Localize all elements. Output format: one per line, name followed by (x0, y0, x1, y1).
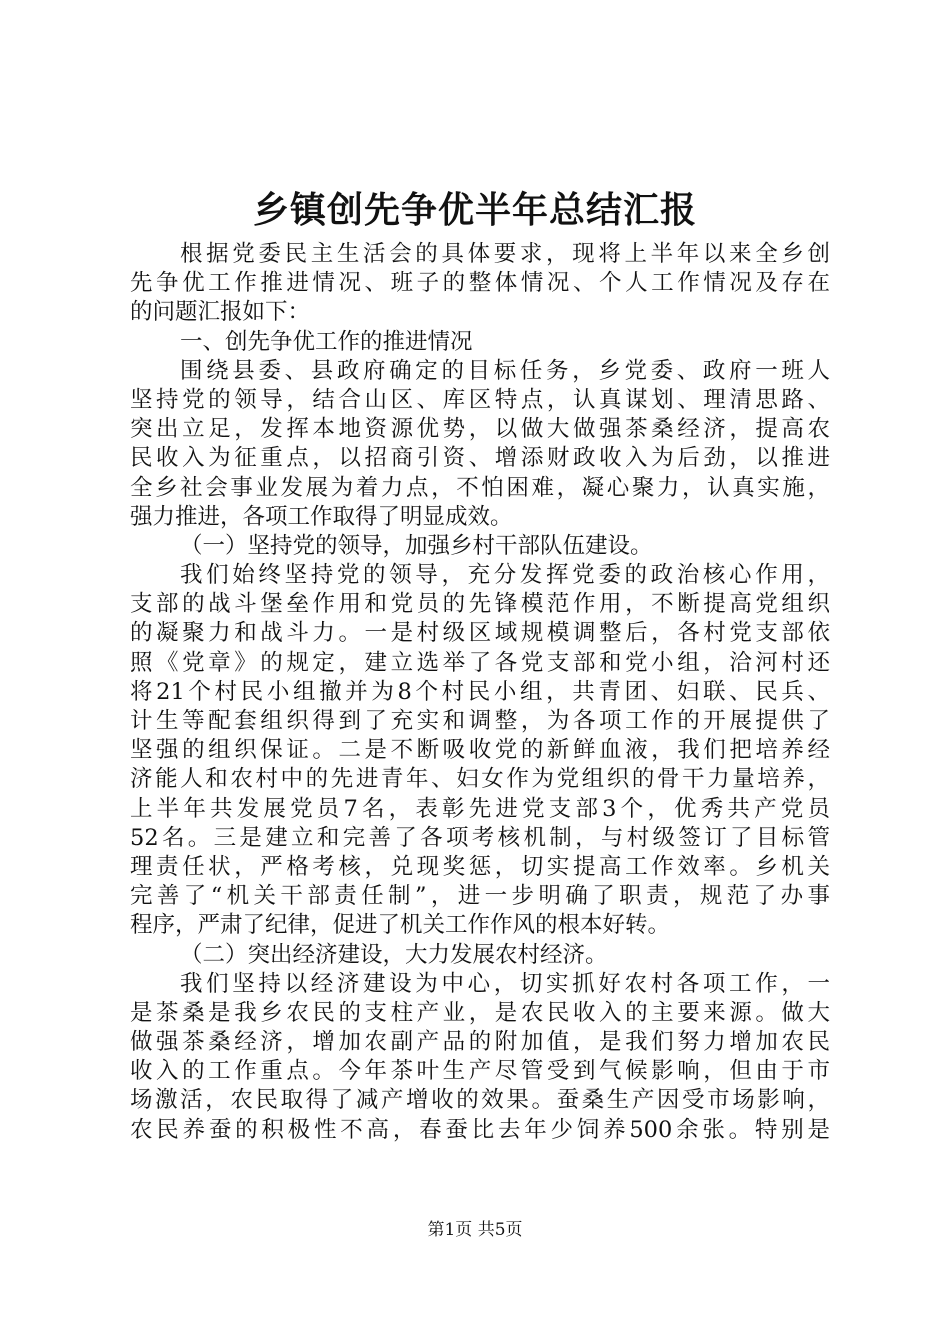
body-text-line: 突出立足，发挥本地资源优势，以做大做强茶桑经济，提高农 (130, 416, 830, 443)
body-text-line: 一、创先争优工作的推进情况 (180, 328, 473, 355)
body-text-line: （二）突出经济建设，大力发展农村经济。 (180, 941, 608, 968)
document-body (130, 240, 830, 1145)
body-text-line: 围绕县委、县政府确定的目标任务，乡党委、政府一班人 (180, 357, 830, 384)
body-text-line: 支部的战斗堡垒作用和党员的先锋模范作用，不断提高党组织 (130, 591, 830, 618)
body-text-line: 的凝聚力和战斗力。一是村级区域规模调整后，各村党支部依 (130, 620, 830, 647)
body-text-line: 计生等配套组织得到了充实和调整，为各项工作的开展提供了 (130, 708, 830, 734)
body-text-line: 的问题汇报如下： (130, 299, 311, 326)
body-text-line: （一）坚持党的领导，加强乡村干部队伍建设。 (180, 532, 653, 559)
body-text-line: 济能人和农村中的先进青年、妇女作为党组织的骨干力量培养， (130, 766, 830, 793)
body-text-line: 收入的工作重点。今年茶叶生产尽管受到气候影响，但由于市 (130, 1058, 830, 1085)
body-text-line: 是茶桑是我乡农民的支柱产业，是农民收入的主要来源。做大 (130, 999, 830, 1026)
body-text-line: 根据党委民主生活会的具体要求，现将上半年以来全乡创 (180, 241, 830, 267)
body-text-line: 场激活，农民取得了减产增收的效果。蚕桑生产因受市场影响， (130, 1087, 830, 1114)
body-text-line: 理责任状，严格考核，兑现奖惩，切实提高工作效率。乡机关 (130, 853, 830, 880)
body-text-line: 完善了“机关干部责任制”，进一步明确了职责，规范了办事 (130, 883, 830, 910)
document-title: 乡镇创先争优半年总结汇报 (252, 189, 697, 231)
body-text-line: 全乡社会事业发展为着力点，不怕困难，凝心聚力，认真实施， (130, 474, 830, 501)
body-text-line: 强力推进，各项工作取得了明显成效。 (130, 503, 513, 530)
body-text-line: 照《党章》的规定，建立选举了各党支部和党小组，洽河村还 (130, 649, 830, 676)
body-text-line: 做强茶桑经济，增加农副产品的附加值，是我们努力增加农民 (130, 1029, 830, 1056)
body-text-line: 坚持党的领导，结合山区、库区特点，认真谋划、理清思路、 (130, 386, 830, 413)
body-text-line: 程序，严肃了纪律，促进了机关工作作风的根本好转。 (130, 912, 671, 939)
body-text-line: 先争优工作推进情况、班子的整体情况、个人工作情况及存在 (130, 270, 830, 297)
body-text-line: 民收入为征重点，以招商引资、增添财政收入为后劲，以推进 (130, 445, 830, 472)
body-text-line: 上半年共发展党员7名，表彰先进党支部3个，优秀共产党员 (130, 795, 830, 822)
page-footer: 第1页 共5页 (427, 1220, 523, 1240)
body-text-line: 坚强的组织保证。二是不断吸收党的新鲜血液，我们把培养经 (130, 737, 830, 764)
body-text-line: 我们始终坚持党的领导，充分发挥党委的政治核心作用， (180, 562, 830, 589)
body-text-line: 农民养蚕的积极性不高，春蚕比去年少饲养500余张。特别是 (130, 1116, 830, 1143)
body-text-line: 52名。三是建立和完善了各项考核机制，与村级签订了目标管 (130, 824, 830, 851)
body-text-line: 我们坚持以经济建设为中心，切实抓好农村各项工作，一 (180, 970, 830, 997)
body-text-line: 将21个村民小组撤并为8个村民小组，共青团、妇联、民兵、 (130, 678, 830, 705)
